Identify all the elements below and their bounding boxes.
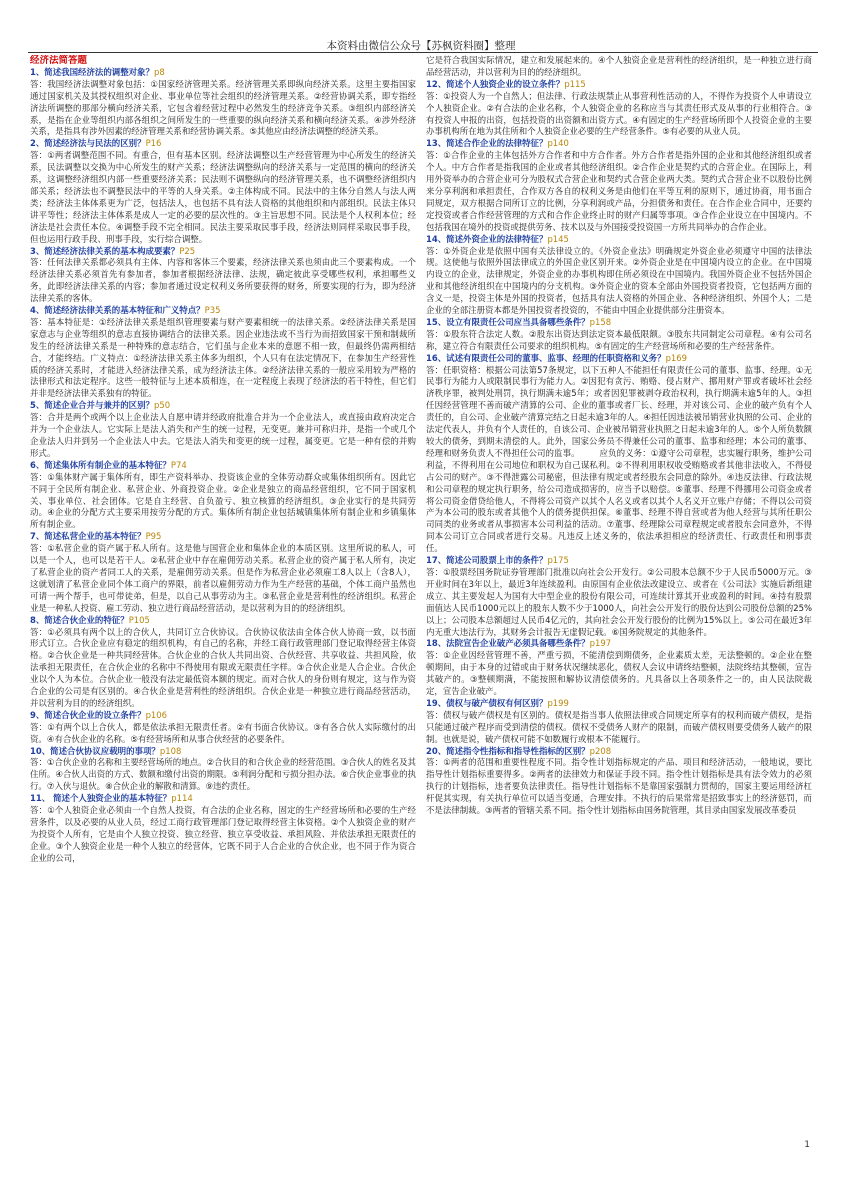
page-reference: p199 <box>547 697 569 708</box>
page-header: 本资料由微信公众号【苏枫资料圈】整理 <box>326 40 516 52</box>
qa-item <box>30 793 416 864</box>
question-text: 6、简述集体所有制企业的基本特征？ <box>30 459 171 470</box>
question-heading <box>30 746 181 756</box>
answer-text: 答：①合伙企业的名称和主要经营场所的地点。②合伙目的和合伙企业的经营范围。③合伙人的姓名及其住所。④合伙人出资的方式、数额和缴付出资的期限。⑤利润分配和亏损分担办法。⑥合伙企业事业的执行。⑦入伙与退伙。⑧合伙企业的解散和清算。⑨违约责任。 <box>30 757 416 792</box>
qa-item <box>426 638 812 698</box>
question-heading <box>30 793 193 803</box>
answer-text: 答：①企业因经营管理不善，严重亏损，不能清偿到期债务，企业素质太差，无法整顿的。②企业在整顿期间，由于本身的过错或由于财务状况继续恶化，债权人会议申请终结整顿，法院终结其整顿，宣告其破产的。③整顿期满，不能按照和解协议清偿债务的。凡具备以上各项条件之一的，由人民法院裁定，宣告企业破产。 <box>426 650 812 697</box>
qa-item <box>30 138 416 245</box>
answer-text: 答：①合作企业的主体包括外方合作者和中方合作者。外方合作者是指外国的企业和其他经济组织或者个人。中方合作者是指我国的企业或者其他经济组织。②合作企业是契约式的合营企业。在国际上，利用外资举办的合营企业可分为股权式合营企业和契约式合营企业两大类。契约式合营企业不以股份比例来分享利润和承担责任，合作双方各自的权利义务是由他们在平等互利的原则下，通过协商，用书面合同规定，双方根据合同所订立的比例，分享利润或产品，分担债务和责任。在合作企业合同中，还要约定投资或者合作经营管理的方式和合作企业终止时的财产归属等事项。③合作企业设立在中国境内。不包括我国在境外的投资或提供劳务、技术以及与外国接受投资国一方所共同举办的合作企业。 <box>426 150 812 232</box>
answer-text: 它是符合我国实际情况，建立和发展起来的。④个人独资企业是营利性的经济组织，是一种独立进行商品经营活动，并以营利为目的的经济组织。 <box>426 55 812 77</box>
page-reference: p158 <box>589 316 612 327</box>
right-question-list <box>426 55 812 817</box>
qa-item <box>30 531 416 614</box>
question-text: 1、简述我国经济法的调整对象？ <box>30 66 154 77</box>
question-heading <box>426 79 586 89</box>
page-reference: p115 <box>564 78 586 89</box>
page-reference: P25 <box>179 245 196 256</box>
question-heading <box>30 246 195 256</box>
qa-item <box>426 555 812 638</box>
question-text: 9、简述合伙企业的设立条件？ <box>30 709 146 720</box>
qa-item <box>426 234 812 317</box>
page-reference: p169 <box>665 352 688 363</box>
question-text: 2、简述经济法与民法的区别？ <box>30 138 146 149</box>
qa-item <box>30 460 416 531</box>
page-number: 1 <box>804 1140 810 1150</box>
answer-text: 答：任何法律关系都必须具有主体、内容和客体三个要素，经济法律关系也须由此三个要素构成。一个经济法律关系必须首先有参加者，参加者根据经济法律、法规，确定彼此享受哪些权利，承担哪些义务，此即经济法律关系的内容；参加者通过设定权利义务所要获得的财务，所要实现的行为，即为经济法律关系的客体。 <box>30 257 416 304</box>
question-heading <box>30 460 187 470</box>
question-heading <box>426 746 611 756</box>
question-text: 11、 简述个人独资企业的基本特征？ <box>30 793 172 804</box>
qa-item <box>30 746 416 794</box>
question-heading <box>30 615 150 625</box>
qa-item <box>426 698 812 746</box>
question-text: 17、简述公司股票上市的条件？ <box>426 555 548 566</box>
question-heading <box>426 138 569 148</box>
qa-item <box>426 79 812 139</box>
right-column <box>426 55 812 1147</box>
answer-text: 答：任职资格：根据公司法第57条规定，以下五种人不能担任有限责任公司的董事、监事、经理。①无民事行为能力人或限制民事行为能力人。②因犯有贪污、贿赂、侵占财产、挪用财产罪或者破坏社会经济秩序罪，被判处刑罚，执行期满未逾5年；或者因犯罪被剥夺政治权利，执行期满未逾5年的人。③担任因经营管理不善而破产清算的公司、企业的董事或者厂长、经理，并对该公司、企业的破产负有个人责任的，自公司、企业破产清算完结之日起未逾3年的人。④担任因违法被吊销营业执照的公司、企业的法定代表人，并负有个人责任的，自该公司、企业被吊销营业执照之日起未逾3年的人。⑤个人所负数额较大的债务，到期未清偿的人。此外，国家公务员不得兼任公司的董事、监事和经理；本公司的董事、经理和财务负责人不得担任公司的监事。 应负的义务：①遵守公司章程，忠实履行职务，维护公司利益，不得利用在公司地位和职权为自己谋私利。②不得利用职权收受贿赂或者其他非法收入，不得侵占公司的财产。③不得泄露公司秘密，但法律有规定或者经股东会同意的除外。④违反法律、行政法规和公司章程的规定执行职务，给公司造成损害的，应当予以赔偿。⑤董事、经理不得挪用公司资金或者将公司资金借贷给他人，不得将公司资产以其个人名义或者以其个人名义开立账户存储；不得以公司资产为本公司的股东或者其他个人的债务提供担保。⑥董事、经理不得自营或者为他人经营与其所任职公司同类的业务或者从事损害本公司利益的活动。⑦董事、经理除公司章程规定或者股东会同意外，不得同本公司订立合同或者进行交易。凡违反上述义务的，依法承担相应的经济责任、行政责任和刑事责任。 <box>426 364 812 554</box>
page-reference: P74 <box>170 459 187 470</box>
page-reference: p8 <box>154 66 165 77</box>
left-column <box>30 55 416 1147</box>
qa-item <box>30 67 416 138</box>
qa-item <box>30 615 416 710</box>
page-reference: p175 <box>547 555 569 566</box>
qa-item <box>30 710 416 746</box>
page-reference: p108 <box>159 745 182 756</box>
question-text: 20、简述指令性指标和指导性指标的区别？ <box>426 745 590 756</box>
question-heading <box>30 400 170 410</box>
answer-text: 答：①外资企业是依照中国有关法律设立的。《外资企业法》明确规定外资企业必须遵守中国的法律法规。这使他与依照外国法律成立的外国企业区别开来。②外资企业是在中国境内设立的企业。在中国境内设立的企业，法律规定，外资企业的办事机构即住所必须设在中国境内。我国外资企业不包括外国企业和其他经济组织在中国境内的分支机构。③外资企业的资本全部由外国投资者投资，它包括两方面的含义一是，投资主体是外国的投资者，包括具有法人资格的外国企业、各种经济组织、外国个人；二是企业的全部注册资本都是外国投资者投资的，不能由中国企业提供部分注册资本。 <box>426 245 812 316</box>
page-reference: p145 <box>547 233 569 244</box>
question-heading <box>30 710 167 720</box>
qa-item <box>426 317 812 353</box>
question-text: 13、简述合作企业的法律特征？ <box>426 138 548 149</box>
question-text: 15、设立有限责任公司应当具备哪些条件？ <box>426 316 590 327</box>
question-text: 18、法院宣告企业破产必须具备哪些条件？ <box>426 638 590 649</box>
answer-text: 答：①两者的范围和重要性程度不同。指令性计划指标规定的产品、项目和经济活动，一般地说，要比指导性计划指标重要得多。②两者的法律效力和保证手段不同。指令性计划指标是具有法令效力的必须执行的计划指标，违者要负法律责任。指导性计划指标不是靠国家强制力贯彻的，国家主要运用经济杠杆促其实现，有关执行单位可以适当变通，合理安排。不执行的后果常常是招致事实上的经济惩罚，而不是法律制裁。③两者的管辖关系不同。指令性计划指标由国务院管理，其目录由国家发展改革委员 <box>426 757 812 816</box>
question-text: 10、简述合伙协议应载明的事项？ <box>30 745 160 756</box>
question-heading <box>30 531 161 541</box>
answer-text: 答：①投资人为一个自然人；但法律、行政法规禁止从事营利性活动的人，不得作为投资个人申请设立个人独资企业。②有合法的企业名称，个人独资企业的名称应当与其责任形式及从事的行业相符合。③有投资人申报的出资，包括投资的出资额和出资方式。④有固定的生产经营场所即个人投资企业的主要办事机构所在地为其住所和个人独资企业必要的生产经营条件。⑤有必要的从业人员。 <box>426 90 812 137</box>
section-title: 经济法简答题 <box>30 55 88 66</box>
qa-item <box>30 246 416 306</box>
question-text: 5、简述企业合并与兼并的区别？ <box>30 400 154 411</box>
answer-text: 答：合并是两个或两个以上企业法人自愿申请并经政府批准合并为一个企业法人，或直接由政府决定合并为一个企业法人。它实际上是法人消失和产生的统一过程，无变更。兼并可称归并，是指一个或几个企业法人归并到另一个企业法人中去。它是法人消失和变更的统一过程，属变更。它是一种有偿的并购形式。 <box>30 412 416 458</box>
header-divider <box>28 52 818 53</box>
answer-text: 答：①有两个以上合伙人，都是依法承担无限责任者。②有书面合伙协议。③有各合伙人实际缴付的出资。④有合伙企业的名称。⑤有经营场所和从事合伙经营的必要条件。 <box>30 721 416 744</box>
question-heading <box>426 353 687 363</box>
page-reference: P35 <box>204 305 221 316</box>
qa-item <box>426 746 812 817</box>
page-reference: p208 <box>589 745 612 756</box>
qa-item <box>426 55 812 79</box>
left-question-list <box>30 67 416 865</box>
qa-item <box>426 138 812 233</box>
qa-item <box>30 305 416 400</box>
page-reference: P16 <box>145 138 162 149</box>
answer-text: 答：①集体财产属于集体所有，即生产资料举办、投资该企业的全体劳动群众或集体组织所有。因此它不同于全民所有制企业、私营企业、外商投资企业。②企业是独立的商品经营组织，它不同于国家机关、事业单位、社会团体。它是自主经营、自负盈亏、独立核算的经济组织。③企业实行的是共同劳动。④企业的分配方式主要采用按劳分配的方式。集体所有制企业包括城镇集体所有制企业和乡镇集体所有制企业。 <box>30 471 416 530</box>
question-text: 3、简述经济法律关系的基本构成要素？ <box>30 245 180 256</box>
answer-text: 答：①股东符合法定人数。②股东出资达到法定资本最低限额。③股东共同制定公司章程。④有公司名称，建立符合有限责任公司要求的组织机构。⑤有固定的生产经营场所和必要的生产经营条件。 <box>426 328 812 351</box>
question-heading <box>30 67 165 77</box>
question-text: 19、债权与破产债权有何区别？ <box>426 697 548 708</box>
question-text: 8、简述合伙企业的特征？ <box>30 614 129 625</box>
question-text: 14、简述外资企业的法律特征？ <box>426 233 548 244</box>
question-heading <box>426 234 569 244</box>
answer-text: 答：我国经济法调整对象包括：①国家经济管理关系。经济管理关系即纵向经济关系。这里主要指国家通过国家机关及其授权组织对企业、事业单位等社会组织的经济管理关系。②经营协调关系，即专指经济法所调整的那部分横向经济关系，它包含着经营过程中必然发生的经济竞争关系。③组织内部经济关系，是指在企业等组织内部各组织之间所发生的一些重要的纵向经济关系和横向经济关系。④涉外经济关系，是指具有涉外因素的经济管理关系和经营协调关系。⑤其他应由经济法调整的经济关系。 <box>30 78 416 137</box>
qa-item <box>426 353 812 555</box>
question-text: 16、试述有限责任公司的董事、监事、经理的任职资格和义务？ <box>426 352 666 363</box>
page-reference: p197 <box>589 638 612 649</box>
question-text: 12、简述个人独资企业的设立条件？ <box>426 78 565 89</box>
qa-item <box>30 400 416 460</box>
answer-text: 答：债权与破产债权是有区别的。债权是指当事人依照法律或合同规定所享有的权利而破产债权，是指只能通过破产程序而受到清偿的债权。债权不受债务人财产的限制，而破产债权则要受债务人破产的限制。也就是说，破产债权可能不如数履行或根本不能履行。 <box>426 709 812 744</box>
answer-text: 答：①必须具有两个以上的合伙人，共同订立合伙协议。合伙协议依法由全体合伙人协商一致，以书面形式订立。合伙企业应有稳定的组织机构，有自己的名称，并经工商行政管理部门登记取得经营主体资格。②合伙企业是一种共同经营体。合伙企业的合伙人共同出资、合伙经营、共享收益、共担风险，依法承担无限责任，在合伙企业的名称中不得使用有限或无限责任字样。③合伙企业是人合企业。合伙企业以个人为本位。合伙企业一般没有法定最低资本额的规定。而对合伙人的身份则有规定，这与作为资合企业的公司是有区别的。④合伙企业是营利性的经济组织。合伙企业是一种独立进行商品经营活动，并以营利为目的的经济组织。 <box>30 626 416 708</box>
page-reference: P95 <box>145 531 162 542</box>
page-reference: p140 <box>547 138 569 149</box>
question-heading <box>30 138 161 148</box>
page-reference: p106 <box>145 709 168 720</box>
question-heading <box>426 317 611 327</box>
answer-text: 答：基本特征是：①经济法律关系是组织管理要素与财产要素相统一的法律关系。②经济法律关系是国家意志与企业等组织的意志直接协调结合的法律关系。因企业违法或不当行为而招致国家干预和制裁所发生的经济法律关系是一种特殊的意志结合，它们虽与企业本来的意愿不相一致，但最终仍需两相结合，才能终结。广义特点：①经济法律关系主体多为组织，个人只有在法定情况下，在参加生产经营性质的经济关系时，才能进入经济法律关系，成为经济法主体。②经济法律关系的一般应采用较为严格的法律形式和法定程序。这些一般特征与上述本质相连，在一定程度上表现了经济法的若干特性，但它们并非是经济法律关系独有的特征。 <box>30 316 416 399</box>
answer-text: 答：①个人独资企业必须由一个自然人投资，有合法的企业名称，固定的生产经营场所和必要的生产经营条件，以及必要的从业人员，经过工商行政管理部门登记取得经营主体资格。②个人独资企业的财产为投资个人所有，它是由个人独立投资、独立经营、独立享受收益、承担风险、并依法承担无限责任的企业。③个人独资企业是一种个人独立的经营体，它既不同于人合企业的合伙企业，也不同于作为资合企业的公司， <box>30 805 416 863</box>
answer-text: 答：①股票经国务院证券管理部门批准以向社会公开发行。②公司股本总额不少于人民币5000万元。③开业时间在3年以上，最近3年连续盈利。由原国有企业依法改建设立、或者在《公司法》实施后新组建成立、其主要发起人为国有大中型企业的股份有限公司，可连续计算其开业或盈利的时间。④持有股票面值达人民币1000元以上的股东人数不少于1000人，向社会公开发行的股份达到公司股份总额的25%以上；公司股本总额超过人民币4亿元的，其向社会公开发行股份的比例为15%以上。⑤公司在最近3年内无重大违法行为，其财务会计报告无虚假记载。⑥国务院规定的其他条件。 <box>426 566 812 637</box>
question-heading <box>426 698 569 708</box>
page-reference: P105 <box>128 614 150 625</box>
page-reference: p114 <box>171 793 193 804</box>
answer-text: 答：①两者调整范围不同。有重合，但有基本区别。经济法调整以生产经营管理为中心所发生的经济关系，民法调整以交换为中心所发生的财产关系；经济法调整纵向的经济关系与一定范围的横向的经济关系，这调整经济组织内部一些重要经济关系；民法则不调整纵向的经济管理关系，也不调整经济组织内部关系；经济法也不调整民法中的平等的人身关系。②主体构成不同。民法中的主体分自然人与法人两类；经济法主体体系更为广泛，包括法人，也包括不具有法人资格的其他组织和内部组织。民法主体只讲平等性；经济法主体体系是成人一定的必要的层次性的。③主旨思想不同。民法是个人权利本位；经济法是社会责任本位。④调整手段不完全相同。民法主要采取民事手段，经济法则同样采取民事手段，但也运用行政手段、刑事手段，实行综合调整。 <box>30 150 416 244</box>
question-heading <box>30 305 220 315</box>
question-text: 7、简述私营企业的基本特征？ <box>30 531 146 542</box>
answer-text: 答：①私营企业的资产属于私人所有。这是他与国营企业和集体企业的本质区别。这里所说的私人，可以是一个人，也可以是若干人。②私营企业中存在雇佣劳动关系。私营企业的资产属于私人所有，决定了私营企业的资产者同工人的关系，是雇佣劳动关系。但是作为私营企业必须雇工8人以上（含8人），这就划清了私营企业同个体工商户的界限，前者以雇佣劳动力作为生产经营的基础，个体工商户虽然也可请一两个帮手，也可带徒弟，但是，以自己从事劳动为主。③私营企业是营利性的经济组织。私营企业是一种私人投资、雇工劳动、独立进行商品经营活动，是以营利为目的的经济组织。 <box>30 543 416 613</box>
page-reference: p50 <box>154 400 171 411</box>
question-heading <box>426 555 569 565</box>
question-heading <box>426 638 611 648</box>
question-text: 4、简述经济法律关系的基本特征和广义特点？ <box>30 305 205 316</box>
